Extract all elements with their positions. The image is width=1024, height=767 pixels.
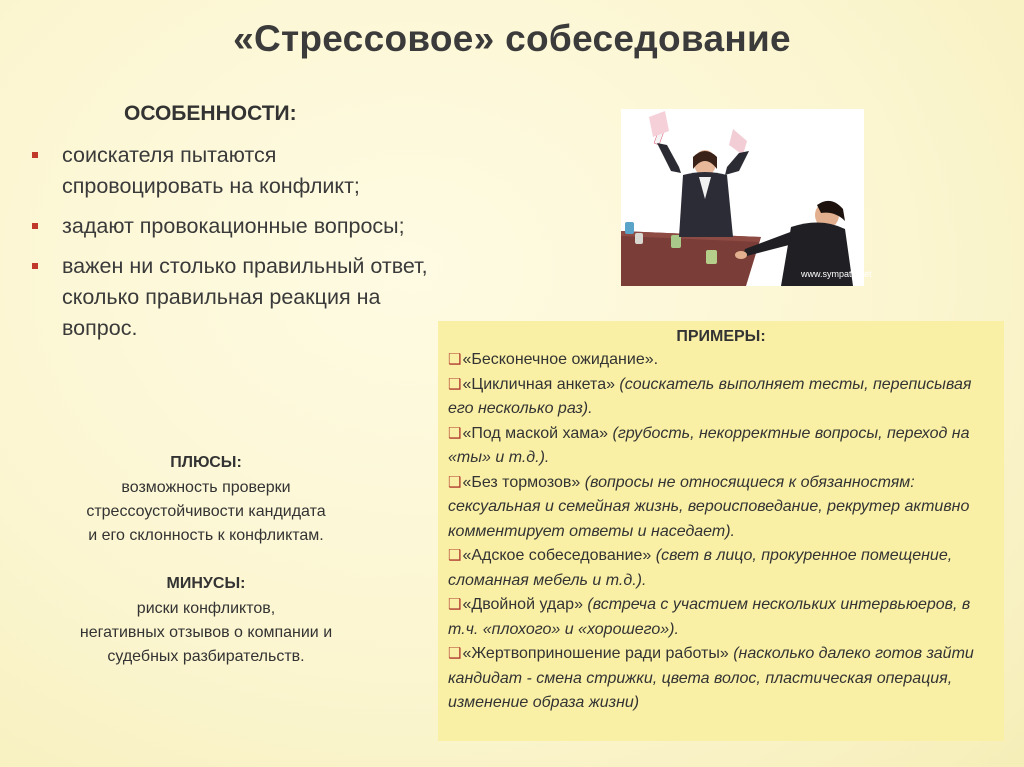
interview-photo-illustration — [621, 109, 872, 286]
feature-item: задают провокационные вопросы; — [30, 211, 440, 242]
checkbox-bullet-icon: ❑ — [448, 596, 462, 613]
checkbox-bullet-icon: ❑ — [448, 645, 462, 662]
bullet-square-icon — [32, 263, 38, 269]
photo-watermark: www.sympato.net — [801, 269, 872, 279]
example-item: ❑«Без тормозов» (вопросы не относящиеся к обязанностям: сексуальная и семейная жизнь, вероисповедание, рекрутер активно комментирует ответы и наседает). — [448, 473, 970, 540]
feature-item: важен ни столько правильный ответ, сколько правильная реакция на вопрос. — [30, 251, 440, 344]
example-item: ❑«Жертвоприношение ради работы» (насколько далеко готов зайти кандидат - смена стрижки, цвета волос, пластическая операция, изменение образа жизни) — [448, 645, 974, 711]
checkbox-bullet-icon: ❑ — [448, 424, 462, 442]
cons-line: негативных отзывов о компании и — [79, 624, 333, 641]
checkbox-bullet-icon: ❑ — [448, 473, 462, 491]
slide-title: «Стрессовое» собеседование — [233, 18, 791, 59]
feature-item: соискателя пытаются спровоцировать на конфликт; — [30, 140, 440, 202]
pros-line: и его склонность к конфликтам. — [88, 527, 324, 544]
examples-box — [438, 321, 1004, 741]
pros-line: возможность проверки — [121, 479, 291, 496]
checkbox-bullet-icon: ❑ — [448, 351, 462, 368]
checkbox-bullet-icon: ❑ — [448, 375, 462, 393]
example-item: ❑«Двойной удар» (встреча с участием нескольких интервьюеров, в т.ч. «плохого» и «хорошего»). — [448, 596, 971, 638]
bullet-square-icon — [32, 152, 38, 158]
examples-list — [448, 348, 994, 716]
example-item: ❑«Адское собеседование» (свет в лицо, прокуренное помещение, сломанная мебель и т.д.). — [448, 547, 953, 589]
example-item: ❑«Бесконечное ожидание». — [448, 351, 659, 368]
cons-line: судебных разбирательств. — [107, 648, 305, 665]
example-item: ❑«Цикличная анкета» (соискатель выполняет тесты, переписывая его несколько раз). — [448, 375, 972, 417]
interview-photo — [621, 109, 872, 286]
examples-heading: ПРИМЕРЫ: — [676, 328, 766, 345]
bullet-square-icon — [32, 223, 38, 229]
cons-line: риски конфликтов, — [136, 600, 276, 617]
example-item: ❑«Под маской хама» (грубость, некорректные вопросы, переход на «ты» и т.д.). — [448, 424, 970, 466]
pros-heading: ПЛЮСЫ: — [170, 454, 242, 471]
features-list — [30, 140, 440, 353]
checkbox-bullet-icon: ❑ — [448, 547, 462, 564]
features-heading: ОСОБЕННОСТИ: — [124, 102, 297, 125]
cons-heading: МИНУСЫ: — [166, 575, 246, 592]
pros-line: стрессоустойчивости кандидата — [86, 503, 326, 520]
